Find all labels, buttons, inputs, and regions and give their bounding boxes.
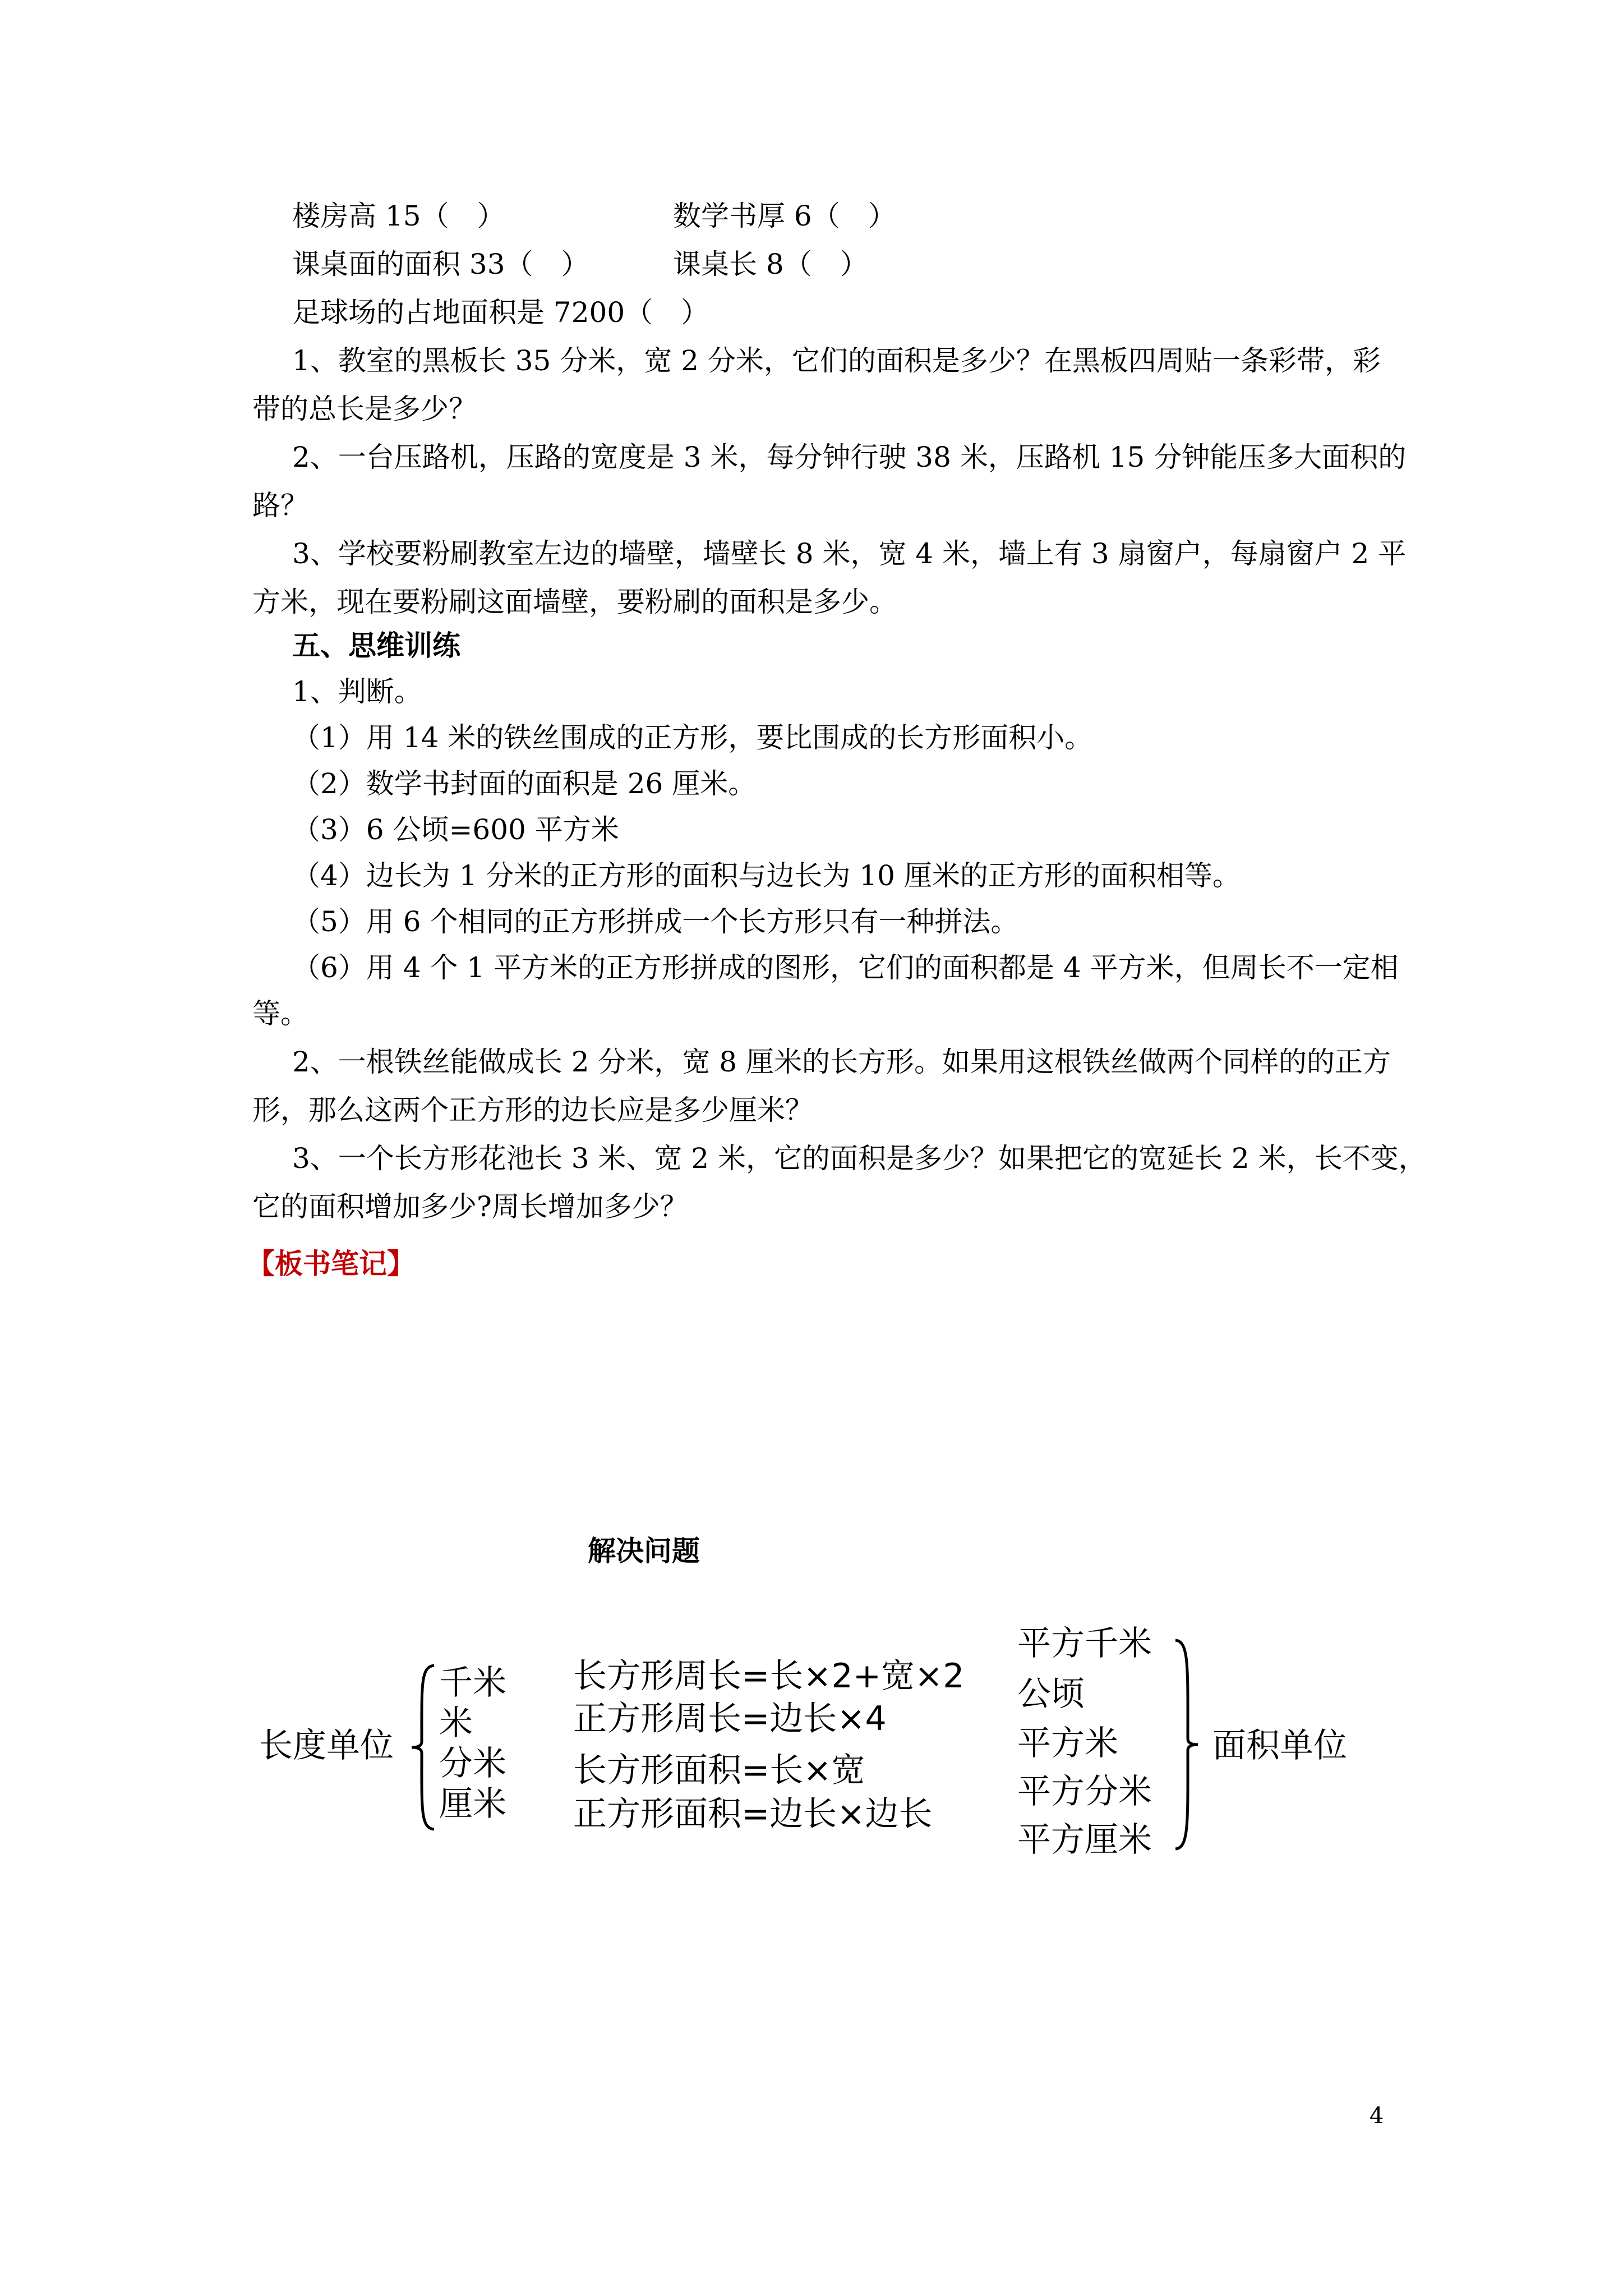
problem-2-line-2: 路？: [252, 489, 308, 522]
area-unit-cm2: 平方厘米: [1017, 1820, 1152, 1860]
judge-item-4: （4）边长为 1 分米的正方形的面积与边长为 10 厘米的正方形的面积相等。: [292, 859, 1241, 892]
page-number: 4: [1370, 2103, 1384, 2129]
think-q2-line-1: 2、一根铁丝能做成长 2 分米，宽 8 厘米的长方形。如果用这根铁丝做两个同样的的正方: [292, 1046, 1391, 1078]
problem-3-line-1: 3、学校要粉刷教室左边的墙壁，墙壁长 8 米，宽 4 米，墙上有 3 扇窗户，每扇窗户 2 平: [292, 537, 1407, 570]
formula-square-perimeter: 正方形周长=边长×4: [573, 1699, 887, 1738]
length-unit-dm: 分米: [439, 1744, 506, 1783]
judge-item-5: （5）用 6 个相同的正方形拼成一个长方形只有一种拼法。: [292, 905, 1019, 938]
left-brace: [408, 1663, 436, 1832]
blank-book-thickness: 数学书厚 6（ ）: [673, 200, 896, 232]
problem-1-line-1: 1、教室的黑板长 35 分米，宽 2 分米，它们的面积是多少？在黑板四周贴一条彩带，彩: [292, 344, 1381, 377]
think-q2-line-2: 形，那么这两个正方形的边长应是多少厘米？: [252, 1094, 813, 1126]
think-q3-line-2: 它的面积增加多少?周长增加多少？: [252, 1190, 688, 1223]
blank-desk-area: 课桌面的面积 33（ ）: [292, 248, 589, 280]
judge-title: 1、判断。: [292, 675, 422, 708]
think-q3-line-1: 3、一个长方形花池长 3 米、宽 2 米，它的面积是多少？如果把它的宽延长 2 米，长不变，: [292, 1142, 1427, 1175]
formula-square-area: 正方形面积=边长×边长: [573, 1795, 933, 1834]
problem-3-line-2: 方米，现在要粉刷这面墙壁，要粉刷的面积是多少。: [252, 586, 897, 618]
length-unit-m: 米: [439, 1704, 473, 1743]
problem-2-line-1: 2、一台压路机，压路的宽度是 3 米，每分钟行驶 38 米，压路机 15 分钟能压多大面积的: [292, 441, 1407, 473]
blank-desk-length: 课桌长 8（ ）: [673, 248, 868, 280]
length-units-label: 长度单位: [259, 1726, 394, 1765]
length-unit-km: 千米: [439, 1663, 506, 1703]
judge-item-3: （3）6 公顷=600 平方米: [292, 813, 619, 846]
section-5-heading: 五、思维训练: [292, 629, 460, 662]
area-unit-dm2: 平方分米: [1017, 1772, 1152, 1811]
area-unit-hectare: 公顷: [1017, 1674, 1085, 1714]
board-title: 解决问题: [588, 1534, 700, 1567]
blank-football-field: 足球场的占地面积是 7200（ ）: [292, 296, 709, 329]
judge-item-6-line-1: （6）用 4 个 1 平方米的正方形拼成的图形，它们的面积都是 4 平方米，但周长不一定相: [292, 951, 1399, 984]
length-unit-cm: 厘米: [439, 1784, 506, 1824]
area-units-label: 面积单位: [1212, 1726, 1347, 1765]
problem-1-line-2: 带的总长是多少？: [252, 393, 477, 425]
judge-item-6-line-2: 等。: [252, 997, 308, 1030]
formula-rect-area: 长方形面积=长×宽: [573, 1751, 865, 1790]
judge-item-2: （2）数学书封面的面积是 26 厘米。: [292, 767, 757, 800]
area-unit-m2: 平方米: [1017, 1724, 1118, 1763]
judge-item-1: （1）用 14 米的铁丝围成的正方形，要比围成的长方形面积小。: [292, 721, 1093, 754]
board-notes-heading: 【板书笔记】: [247, 1247, 415, 1280]
right-brace: [1173, 1638, 1201, 1851]
formula-rect-perimeter: 长方形周长=长×2+宽×2: [573, 1657, 965, 1696]
blank-building-height: 楼房高 15（ ）: [292, 200, 505, 232]
area-unit-km2: 平方千米: [1017, 1624, 1152, 1663]
